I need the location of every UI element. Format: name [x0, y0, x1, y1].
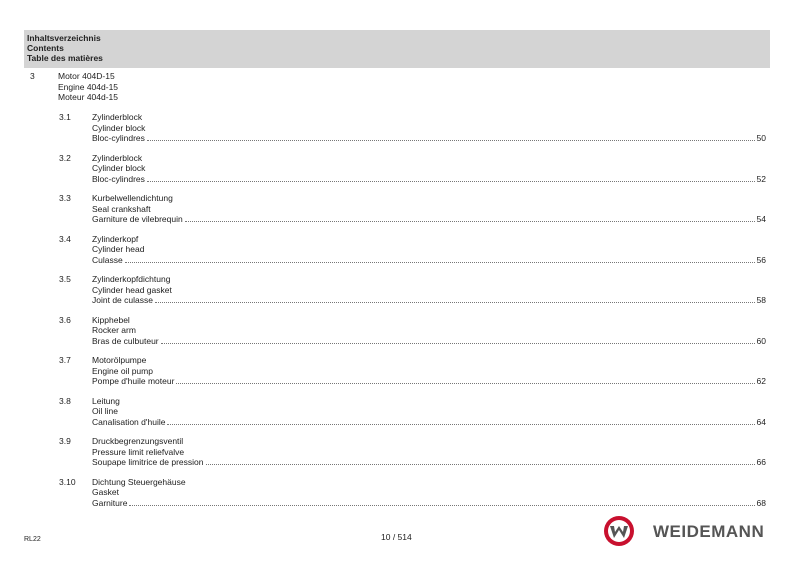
entry-title-en: Cylinder head	[92, 244, 145, 254]
entry-title-fr: Culasse	[92, 254, 123, 265]
header-title-fr: Table des matières	[27, 53, 103, 63]
entry-title-de: Leitung	[92, 395, 120, 406]
toc-entry[interactable]	[0, 234, 794, 268]
dot-leader	[155, 295, 755, 303]
entry-number: 3.1	[59, 112, 71, 122]
toc-entry[interactable]	[0, 477, 794, 511]
entry-title-en: Cylinder block	[92, 163, 146, 173]
toc-entry[interactable]	[0, 193, 794, 227]
entry-title-fr: Garniture	[92, 497, 128, 508]
brand-logo	[603, 515, 773, 547]
weidemann-w-logo-icon	[603, 515, 635, 547]
entry-title-en: Oil line	[92, 406, 118, 416]
entry-title-en: Engine oil pump	[92, 365, 153, 376]
toc-entry[interactable]	[0, 153, 794, 187]
chapter-heading	[30, 71, 770, 105]
entry-title-de: Zylinderkopfdichtung	[92, 274, 171, 284]
entry-title-en: Gasket	[92, 487, 119, 497]
entry-number: 3.4	[59, 233, 71, 244]
toc-entry[interactable]	[0, 355, 794, 389]
entry-page: 66	[756, 457, 766, 467]
dot-leader	[206, 457, 755, 465]
entry-title-de: Dichtung Steuergehäuse	[92, 476, 186, 487]
entry-page: 64	[756, 416, 766, 427]
entry-title-en: Cylinder block	[92, 122, 146, 133]
entry-title-fr: Bras de culbuteur	[92, 335, 159, 346]
entry-page: 56	[756, 254, 766, 265]
entry-page: 50	[756, 133, 766, 143]
page-number: 10 / 514	[381, 532, 412, 542]
entry-title-de: Zylinderblock	[92, 112, 143, 122]
entry-page: 52	[756, 173, 766, 184]
entry-title-fr: Bloc-cylindres	[92, 133, 145, 143]
dot-leader	[161, 336, 755, 344]
entry-title-en: Seal crankshaft	[92, 203, 151, 214]
entry-page: 68	[756, 497, 766, 508]
entry-title-en: Cylinder head gasket	[92, 284, 172, 295]
entry-title-de: Druckbegrenzungsventil	[92, 436, 184, 446]
toc-header	[24, 30, 770, 68]
entry-number: 3.9	[59, 436, 71, 446]
chapter-title-en: Engine 404d-15	[58, 81, 119, 92]
chapter-number: 3	[30, 71, 35, 81]
entry-number: 3.2	[59, 152, 71, 163]
dot-leader	[147, 174, 755, 182]
entry-number: 3.3	[59, 193, 71, 203]
dot-leader	[176, 376, 754, 384]
entry-number: 3.10	[59, 476, 76, 487]
entry-page: 60	[756, 335, 766, 346]
dot-leader	[125, 255, 755, 263]
header-title-en: Contents	[27, 43, 64, 53]
dot-leader	[167, 417, 754, 425]
entry-title-fr: Soupape limitrice de pression	[92, 457, 204, 467]
entry-title-de: Zylinderkopf	[92, 233, 139, 244]
chapter-title-fr: Moteur 404d-15	[58, 92, 119, 102]
entry-page: 54	[756, 214, 766, 224]
dot-leader	[129, 498, 754, 506]
toc-entry[interactable]	[0, 315, 794, 349]
entry-page: 58	[756, 295, 766, 305]
chapter-title-de: Motor 404D-15	[58, 71, 115, 81]
entry-title-fr: Joint de culasse	[92, 295, 153, 305]
toc-entry[interactable]	[0, 436, 794, 470]
entry-title-de: Zylinderblock	[92, 152, 143, 163]
entry-title-de: Kipphebel	[92, 314, 130, 325]
document-code: RL22	[24, 536, 41, 543]
toc-entry[interactable]	[0, 112, 794, 146]
entry-number: 3.8	[59, 395, 71, 406]
entry-title-de: Motorölpumpe	[92, 355, 147, 365]
entry-title-fr: Pompe d'huile moteur	[92, 376, 175, 386]
toc-entry[interactable]	[0, 274, 794, 308]
entry-title-fr: Canalisation d'huile	[92, 416, 166, 427]
toc-entry[interactable]	[0, 396, 794, 430]
entry-title-fr: Bloc-cylindres	[92, 173, 145, 184]
entry-number: 3.7	[59, 355, 71, 365]
dot-leader	[147, 133, 755, 141]
entry-page: 62	[756, 376, 766, 386]
dot-leader	[185, 214, 755, 222]
entry-title-fr: Garniture de vilebrequin	[92, 214, 183, 224]
entry-number: 3.6	[59, 314, 71, 325]
entry-title-en: Rocker arm	[92, 325, 136, 335]
entry-number: 3.5	[59, 274, 71, 284]
header-title-de: Inhaltsverzeichnis	[27, 33, 101, 43]
entry-title-en: Pressure limit reliefvalve	[92, 446, 185, 457]
entry-title-de: Kurbelwellendichtung	[92, 193, 173, 203]
brand-name: WEIDEMANN	[653, 522, 765, 541]
